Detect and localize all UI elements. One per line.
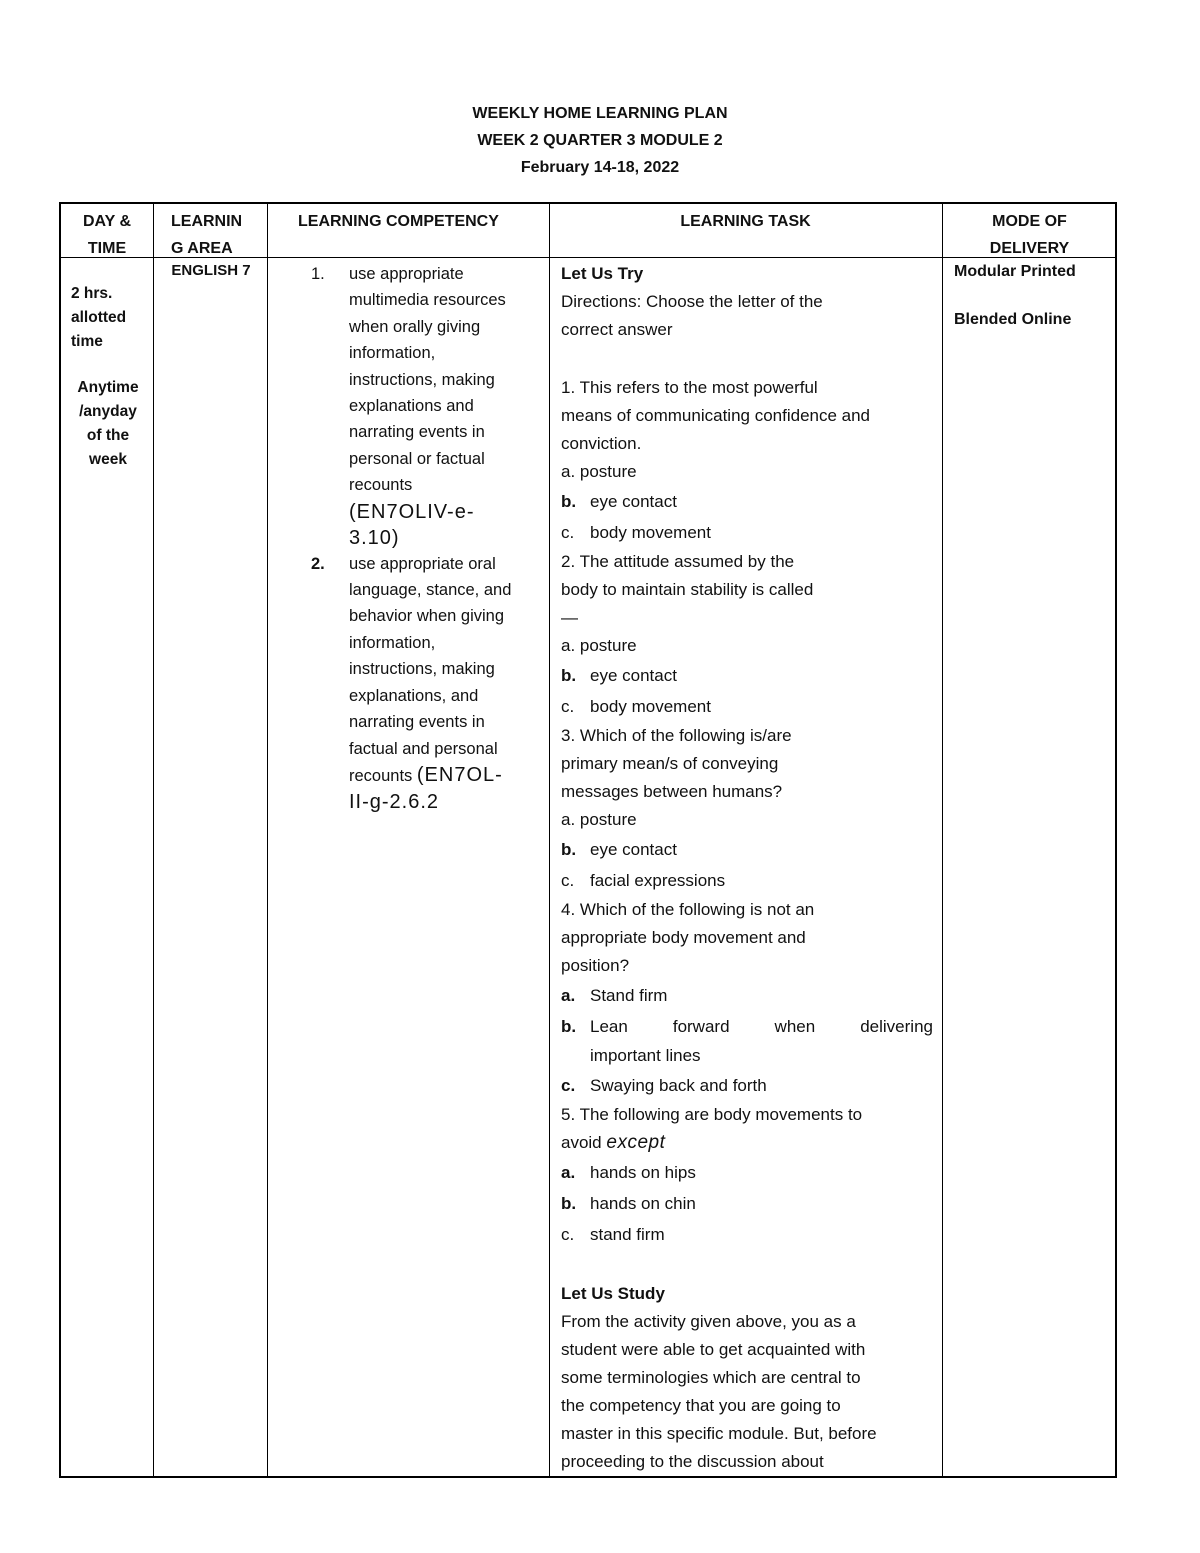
competency-line: factual and personal [349, 739, 498, 758]
question-line: 3. Which of the following is/are [561, 726, 792, 745]
answer-option [561, 834, 933, 865]
anytime-block [71, 376, 153, 472]
plan-subtitle: WEEK 2 QUARTER 3 MODULE 2 [477, 132, 723, 149]
option-text: body movement [590, 697, 711, 716]
column-divider [153, 204, 154, 1476]
allotted-line: allotted [71, 309, 127, 326]
directions-line: correct answer [561, 320, 673, 339]
emphasis-text: except [606, 1132, 666, 1153]
answer-option [561, 517, 933, 548]
study-line: some terminologies which are central to [561, 1368, 861, 1387]
spacer [561, 1250, 933, 1280]
competency-item [311, 261, 551, 551]
answer-option [561, 980, 933, 1011]
question-line: means of communicating confidence and [561, 406, 871, 425]
competency-line: when orally giving [349, 317, 481, 336]
learning-task-cell [561, 260, 933, 1476]
competency-line: information, [349, 633, 436, 652]
option-letter: b. [561, 666, 577, 685]
competency-list [311, 261, 551, 815]
answer-option [561, 1219, 933, 1250]
header-day-time [61, 208, 153, 262]
study-line: the competency that you are going to [561, 1396, 841, 1415]
option-letter: b. [561, 1194, 577, 1213]
spacer [561, 344, 933, 374]
study-line: student were able to get acquainted with [561, 1340, 866, 1359]
option-text: eye contact [590, 492, 677, 511]
question-line: messages between humans? [561, 782, 783, 801]
option-text: hands on chin [590, 1194, 696, 1213]
option-text: body movement [590, 523, 711, 542]
competency-number: 1. [311, 265, 325, 283]
question-line: 2. The attitude assumed by the [561, 552, 795, 571]
answer-option [561, 1070, 933, 1101]
question-line: body to maintain stability is called [561, 580, 814, 599]
question-line: primary mean/s of conveying [561, 754, 779, 773]
competency-line: use appropriate [349, 265, 464, 283]
anytime-line: /anyday [79, 403, 137, 420]
header-line: DAY & [82, 213, 132, 230]
answer-option [561, 660, 933, 691]
question-line: 5. The following are body movements to [561, 1105, 863, 1124]
question-line: position? [561, 956, 630, 975]
competency-line: narrating events in [349, 713, 485, 732]
competency-line: recounts [349, 476, 413, 495]
answer-option [561, 1188, 933, 1219]
answer-option [561, 1157, 933, 1188]
option-letter: c. [561, 697, 575, 716]
competency-line: instructions, making [349, 660, 495, 679]
option-text: eye contact [590, 666, 677, 685]
question-line: 4. Which of the following is not an [561, 900, 815, 919]
header-line: G AREA [171, 240, 233, 257]
header-line: LEARNIN [171, 213, 243, 230]
option-text: hands on hips [590, 1163, 696, 1182]
delivery-mode: Blended Online [954, 311, 1072, 328]
study-line: From the activity given above, you as a [561, 1312, 856, 1331]
section-heading: Let Us Study [561, 1284, 665, 1303]
anytime-line: of the [86, 427, 130, 444]
competency-line: multimedia resources [349, 291, 506, 310]
header-learning-task [549, 208, 942, 235]
competency-line: narrating events in [349, 423, 485, 442]
header-line: MODE OF [992, 213, 1067, 230]
anytime-line: week [89, 451, 127, 468]
header-line: LEARNING TASK [680, 213, 811, 230]
answer-option: a. posture [561, 636, 637, 655]
header-line: TIME [87, 240, 127, 257]
anytime-line: Anytime [77, 379, 139, 396]
header-line: DELIVERY [989, 240, 1070, 257]
answer-option [561, 691, 933, 722]
answer-option: a. posture [561, 810, 637, 829]
option-letter: c. [561, 1076, 576, 1095]
question-text: avoid [561, 1133, 607, 1152]
option-text: Lean forward when delivering [590, 1017, 933, 1036]
plan-title: WEEKLY HOME LEARNING PLAN [472, 105, 728, 122]
option-text: stand firm [590, 1225, 665, 1244]
option-text: important lines [590, 1046, 701, 1065]
header-learning-area [153, 208, 265, 262]
competency-code: (EN7OL- [416, 763, 503, 786]
competency-item [311, 551, 551, 816]
question-line: — [561, 608, 578, 627]
competency-line: explanations, and [349, 686, 479, 705]
study-line: master in this specific module. But, before [561, 1424, 877, 1443]
column-divider [942, 204, 943, 1476]
answer-option [561, 486, 933, 517]
option-letter: c. [561, 871, 575, 890]
column-divider [267, 204, 268, 1476]
competency-line: language, stance, and [349, 581, 512, 600]
header-line: LEARNING COMPETENCY [298, 213, 499, 230]
learning-area-cell: ENGLISH 7 [171, 262, 251, 279]
option-text: eye contact [590, 840, 677, 859]
option-letter: b. [561, 1017, 577, 1036]
allotted-line: time [71, 333, 103, 350]
plan-date: February 14-18, 2022 [520, 159, 680, 176]
header-mode-of-delivery [942, 208, 1117, 262]
answer-option [561, 865, 933, 896]
question-line: appropriate body movement and [561, 928, 806, 947]
option-text: Stand firm [590, 986, 668, 1005]
allotted-line: 2 hrs. [71, 285, 113, 302]
competency-code: 3.10) [349, 526, 400, 549]
directions-line: Directions: Choose the letter of the [561, 292, 823, 311]
document-header [0, 100, 1200, 181]
option-letter: a. [561, 1163, 576, 1182]
question-line: 1. This refers to the most powerful [561, 378, 818, 397]
competency-line: personal or factual [349, 449, 485, 468]
option-letter: b. [561, 840, 577, 859]
option-letter: c. [561, 1225, 575, 1244]
answer-option: a. posture [561, 462, 637, 481]
competency-line: use appropriate oral [349, 554, 496, 573]
option-letter: c. [561, 523, 575, 542]
answer-option [561, 1011, 933, 1042]
delivery-mode: Modular Printed [954, 263, 1076, 280]
learning-plan-table [59, 202, 1117, 1478]
competency-line [349, 762, 551, 789]
competency-number: 2. [311, 554, 325, 573]
option-text: facial expressions [590, 871, 726, 890]
option-letter: b. [561, 492, 577, 511]
day-time-cell [61, 282, 153, 472]
competency-line: explanations and [349, 397, 474, 416]
question-line: conviction. [561, 434, 642, 453]
option-text: Swaying back and forth [590, 1076, 767, 1095]
competency-line: instructions, making [349, 370, 495, 389]
question-line [561, 1129, 933, 1157]
competency-code: (EN7OLIV-e- [349, 500, 475, 523]
section-heading: Let Us Try [561, 264, 644, 283]
competency-line: behavior when giving [349, 607, 505, 626]
competency-line: information, [349, 344, 436, 363]
header-learning-competency [267, 208, 549, 235]
competency-code: II-g-2.6.2 [349, 791, 440, 814]
mode-of-delivery-cell [954, 260, 1114, 332]
competency-text: recounts [349, 766, 417, 785]
option-letter: a. [561, 986, 576, 1005]
study-line: proceeding to the discussion about [561, 1452, 824, 1471]
